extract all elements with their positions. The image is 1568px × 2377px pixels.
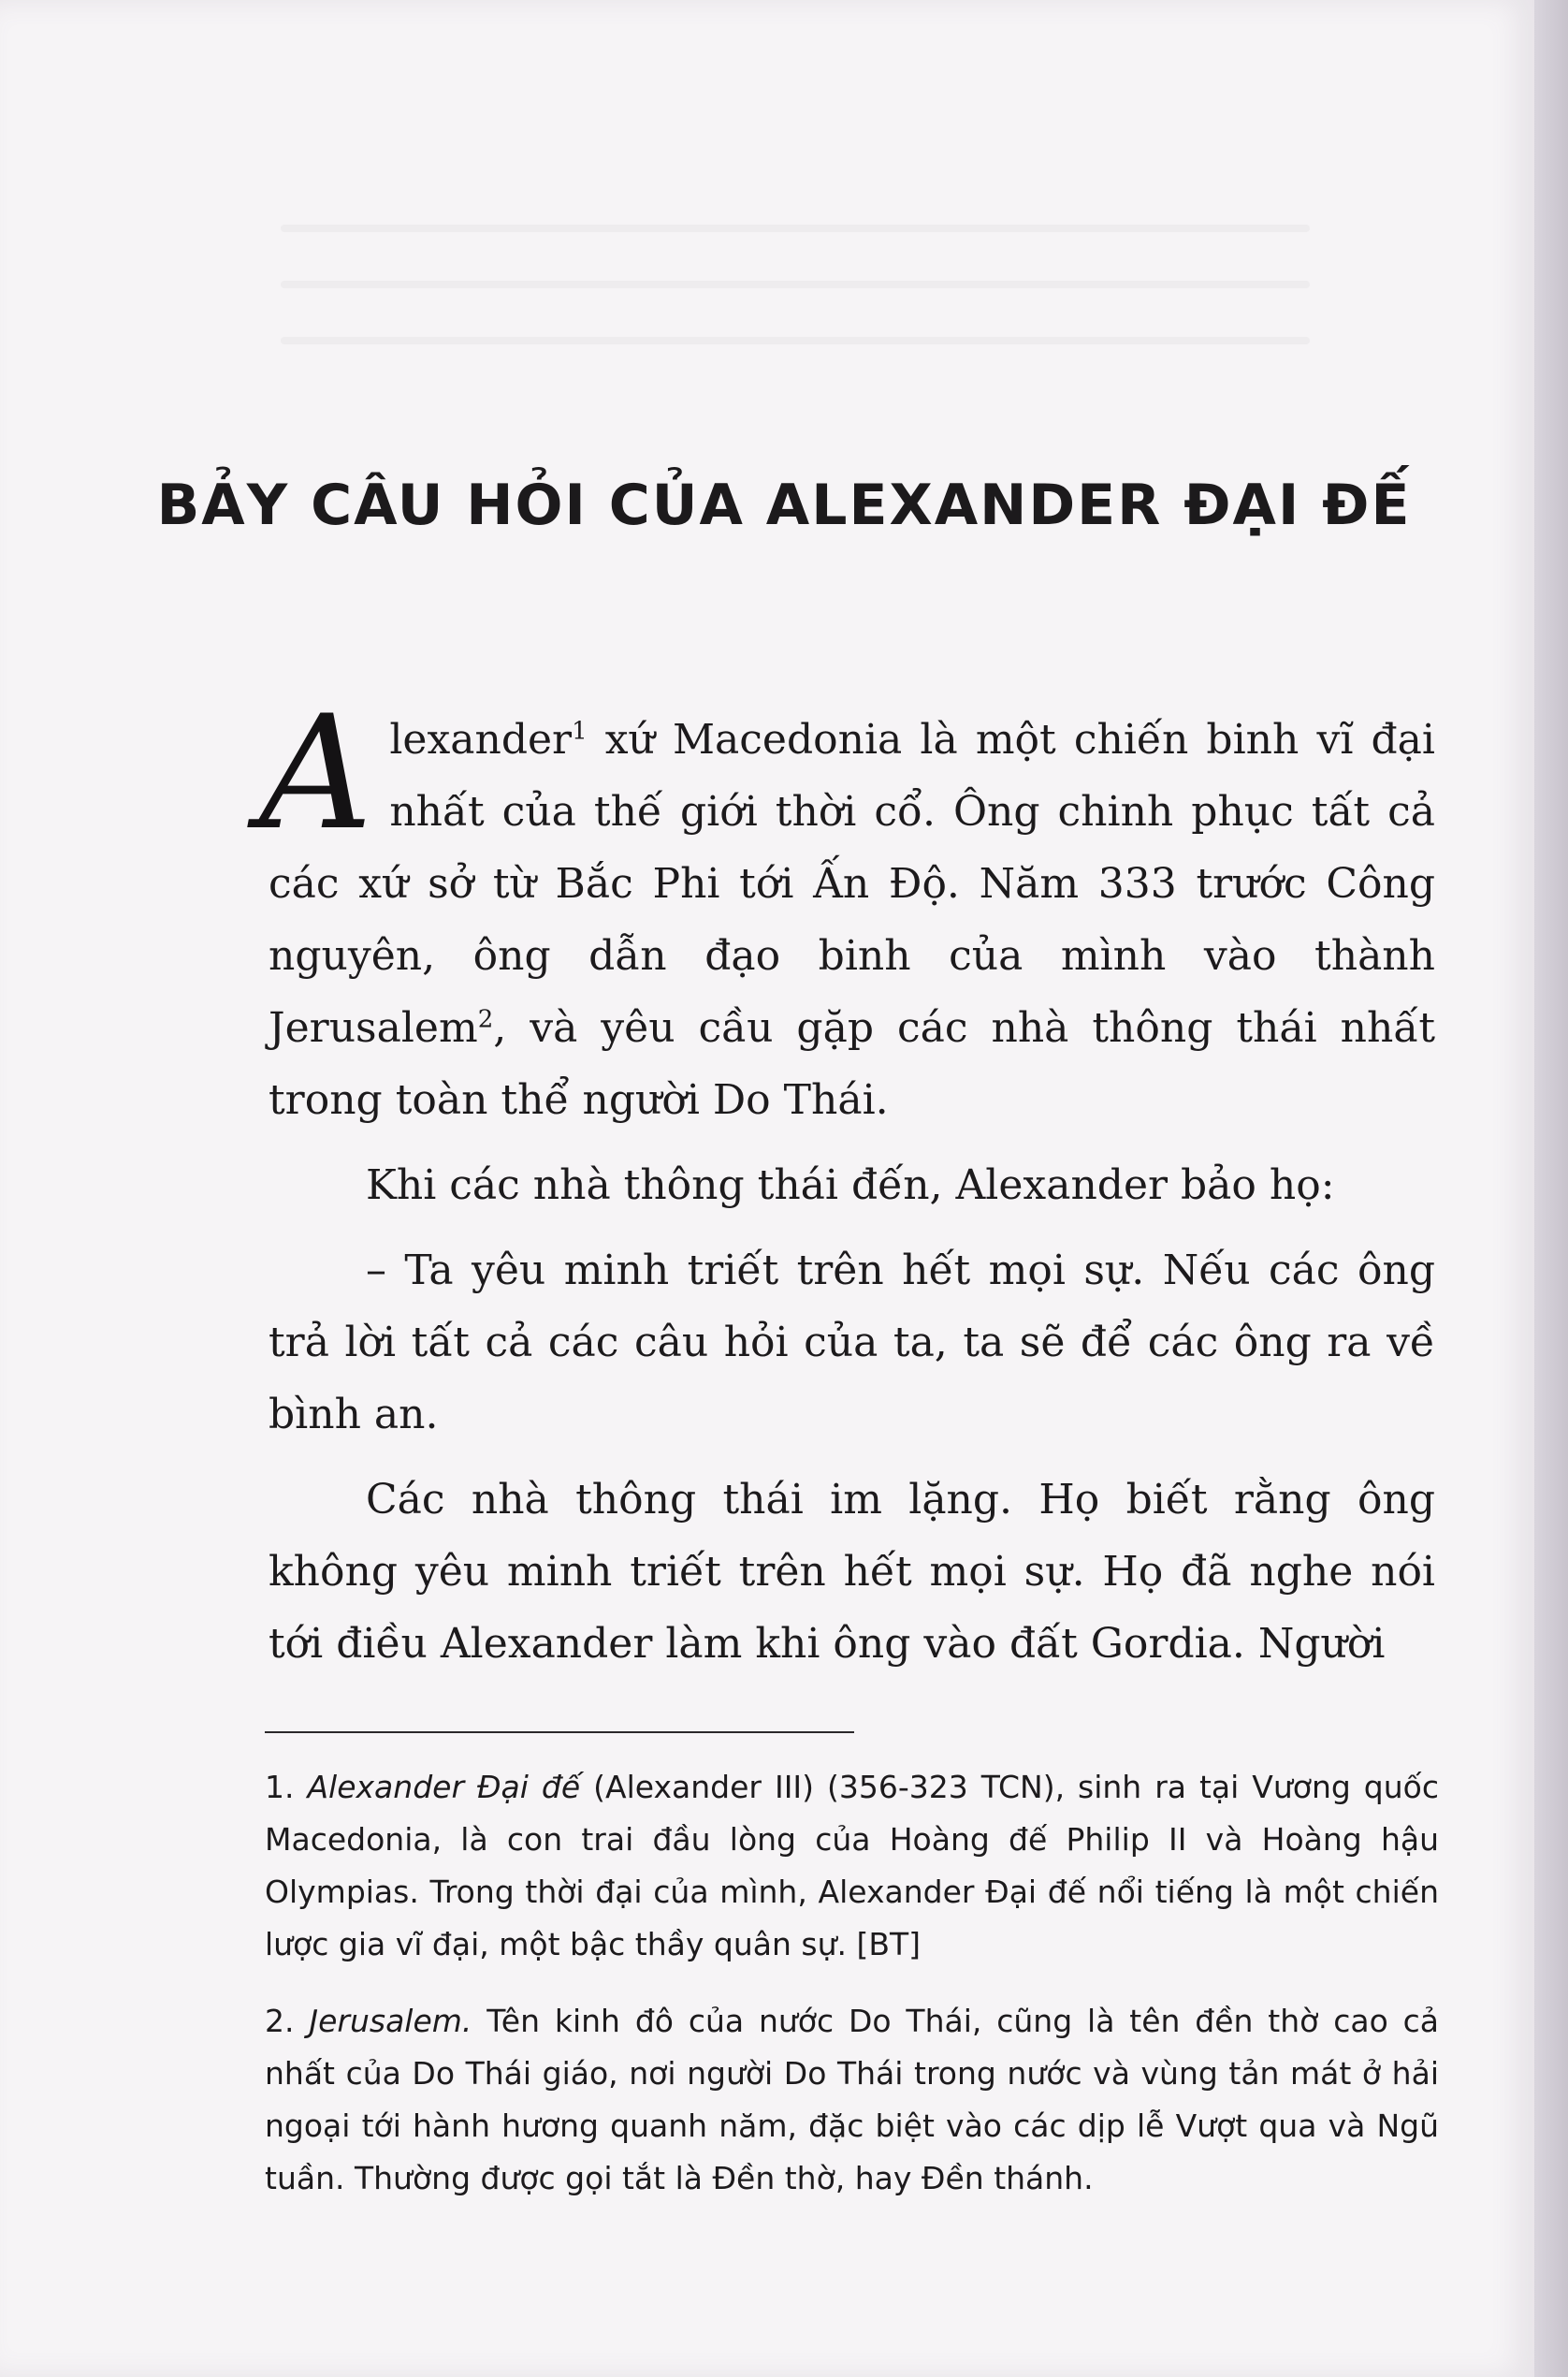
footnotes (265, 1761, 1439, 2229)
footnote-ref-1: 1 (572, 717, 588, 746)
drop-cap: A (259, 681, 373, 865)
page-edge (1534, 0, 1568, 2377)
paragraph-4: Các nhà thông thái im lặng. Họ biết rằng ông không yêu minh triết trên hết mọi sự. Họ đã nghe nói tới điều Alexander làm khi ông vào đất Gordia. Người (269, 1476, 1435, 1668)
paragraph-2: Khi các nhà thông thái đến, Alexander bảo họ: (366, 1161, 1335, 1209)
footnote-number: 2. (265, 2003, 295, 2039)
footnote-1 (265, 1761, 1439, 1971)
paragraph-1-lead: lexander (389, 716, 573, 764)
show-through-text (281, 337, 1310, 344)
footnote-text: (Alexander III) (356-323 TCN), sinh ra tại Vương quốc Macedonia, là con trai đầu lòng của Hoàng đế Philip II và Hoàng hậu Olympias. Trong thời đại của mình, Alexander Đại đế nổi tiếng là một chiến lược gia vĩ đại, một bậc thầy quân sự. [BT] (265, 1769, 1439, 1962)
footnote-divider (265, 1731, 854, 1733)
paragraph-3: – Ta yêu minh triết trên hết mọi sự. Nếu các ông trả lời tất cả các câu hỏi của ta, ta sẽ để các ông ra về bình an. (269, 1247, 1435, 1438)
body-text (259, 681, 1435, 1693)
footnote-number: 1. (265, 1769, 295, 1805)
show-through-text (281, 225, 1310, 232)
footnote-term: Alexander Đại đế (307, 1769, 581, 1805)
footnote-term: Jerusalem. (309, 2003, 472, 2039)
chapter-title: BẢY CÂU HỎI CỦA ALEXANDER ĐẠI ĐẾ (156, 473, 1412, 538)
paragraph-1-tail: , và yêu cầu gặp các nhà thông thái nhất trong toàn thể người Do Thái. (269, 1004, 1435, 1124)
footnote-2 (265, 1995, 1439, 2205)
paragraph-1-middle: xứ Macedonia là một chiến binh vĩ đại nhất của thế giới thời cổ. Ông chinh phục tất cả các xứ sở từ Bắc Phi tới Ấn Độ. Năm 333 trước Công nguyên, ông dẫn đạo binh của mình vào thành Jerusalem (269, 716, 1435, 1052)
footnote-ref-2: 2 (477, 1005, 494, 1034)
paragraph-1 (259, 681, 1435, 1136)
footnote-text: Tên kinh đô của nước Do Thái, cũng là tên đền thờ cao cả nhất của Do Thái giáo, nơi người Do Thái trong nước và vùng tản mát ở hải ngoại tới hành hương quanh năm, đặc biệt vào các dịp lễ Vượt qua và Ngũ tuần. Thường được gọi tắt là Đền thờ, hay Đền thánh. (265, 2003, 1439, 2196)
show-through-text (281, 281, 1310, 288)
